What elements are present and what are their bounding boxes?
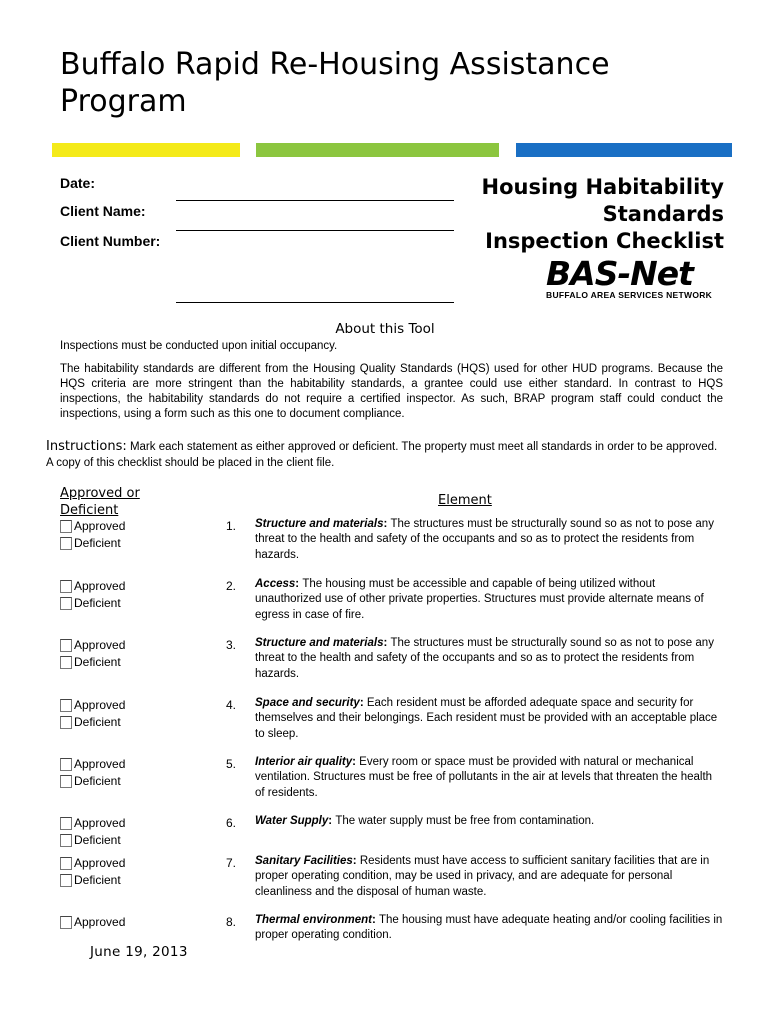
deficient-option[interactable] xyxy=(60,832,125,849)
date-label: Date: xyxy=(60,175,96,191)
deficient-option[interactable] xyxy=(60,872,125,889)
approved-label: Approved xyxy=(74,816,126,830)
item-text: The housing must be accessible and capable of being utilized without unauthorized use of other private properties. Structures must provide alternate means of egress in case of fire. xyxy=(255,578,704,621)
item-title: Structure and materials xyxy=(255,518,384,530)
item-title-colon: : xyxy=(359,697,367,709)
deficient-checkbox[interactable] xyxy=(60,656,72,669)
item-title-colon: : xyxy=(352,756,360,768)
approved-checkbox[interactable] xyxy=(60,916,72,929)
item-title: Water Supply xyxy=(255,815,329,827)
status-options xyxy=(60,637,125,671)
status-column-header xyxy=(60,485,140,519)
blue-accent-bar xyxy=(516,143,732,157)
item-title-colon: : xyxy=(352,855,360,867)
deficient-label: Deficient xyxy=(74,596,121,610)
item-text: Each resident must be afforded adequate space and security for themselves and their belongings. Each resident must be provided with an acceptable place to sleep. xyxy=(255,697,718,740)
status-options xyxy=(60,815,125,849)
instructions-heading: Instructions: xyxy=(46,439,127,454)
approved-checkbox[interactable] xyxy=(60,699,72,712)
item-number: 3. xyxy=(226,638,237,652)
item-text: The housing must have adequate heating and/or cooling facilities in proper operating condition. xyxy=(255,914,723,942)
approved-label: Approved xyxy=(74,579,126,593)
approved-label: Approved xyxy=(74,638,126,652)
footer-date: June 19, 2013 xyxy=(90,944,188,960)
instructions-text: Mark each statement as either approved or deficient. The property must meet all standards in order to be approved. A copy of this checklist should be placed in the client file. xyxy=(46,441,718,469)
approved-option[interactable] xyxy=(60,756,125,773)
approved-label: Approved xyxy=(74,519,126,533)
deficient-checkbox[interactable] xyxy=(60,775,72,788)
deficient-checkbox[interactable] xyxy=(60,716,72,729)
about-paragraph: The habitability standards are different from the Housing Quality Standards (HQS) used for other HUD programs. Because the HQS criteria are more stringent than the habitability standards, a grantee could use either standard. In contrast to HQS inspections, the habitability standards do not require a certified inspector. As such, BRAP program staff could conduct the inspections, using a form such as this one to document compliance. xyxy=(60,363,723,420)
logo-wordmark: BAS-Net xyxy=(546,254,693,293)
approved-checkbox[interactable] xyxy=(60,639,72,652)
deficient-option[interactable] xyxy=(60,714,125,731)
approved-option[interactable] xyxy=(60,914,125,931)
item-number: 8. xyxy=(226,915,237,929)
deficient-checkbox[interactable] xyxy=(60,874,72,887)
item-number: 1. xyxy=(226,519,237,533)
deficient-label: Deficient xyxy=(74,833,121,847)
deficient-checkbox[interactable] xyxy=(60,597,72,610)
item-element xyxy=(255,854,723,900)
client-name-label: Client Name: xyxy=(60,203,146,219)
item-number: 6. xyxy=(226,816,237,830)
item-element xyxy=(255,814,723,829)
approved-checkbox[interactable] xyxy=(60,580,72,593)
document-title-line: Inspection Checklist xyxy=(485,229,724,253)
approved-option[interactable] xyxy=(60,518,125,535)
status-options xyxy=(60,855,125,889)
status-options xyxy=(60,518,125,552)
document-title-line: Housing Habitability xyxy=(481,175,724,199)
deficient-label: Deficient xyxy=(74,715,121,729)
approved-label: Approved xyxy=(74,698,126,712)
item-element xyxy=(255,696,723,742)
item-title-colon: : xyxy=(383,518,391,530)
yellow-accent-bar xyxy=(52,143,240,157)
green-accent-bar xyxy=(256,143,499,157)
document-title-line: Standards xyxy=(602,202,724,226)
approved-option[interactable] xyxy=(60,637,125,654)
deficient-label: Deficient xyxy=(74,774,121,788)
item-title: Space and security xyxy=(255,697,360,709)
deficient-option[interactable] xyxy=(60,654,125,671)
item-title: Interior air quality xyxy=(255,756,353,768)
item-element xyxy=(255,577,723,623)
date-field[interactable] xyxy=(176,200,454,201)
status-options xyxy=(60,697,125,731)
deficient-checkbox[interactable] xyxy=(60,834,72,847)
approved-option[interactable] xyxy=(60,855,125,872)
item-text: Every room or space must be provided with natural or mechanical ventilation. Structures must be free of pollutants in the air at levels that threaten the health of residents. xyxy=(255,756,713,799)
deficient-label: Deficient xyxy=(74,655,121,669)
deficient-option[interactable] xyxy=(60,773,125,790)
approved-checkbox[interactable] xyxy=(60,857,72,870)
client-name-field[interactable] xyxy=(176,230,454,231)
status-options xyxy=(60,914,125,931)
logo-tagline: BUFFALO AREA SERVICES NETWORK xyxy=(546,290,713,300)
item-element xyxy=(255,517,723,563)
approved-checkbox[interactable] xyxy=(60,817,72,830)
deficient-checkbox[interactable] xyxy=(60,537,72,550)
approved-label: Approved xyxy=(74,757,126,771)
status-header-line: Deficient xyxy=(60,503,119,518)
item-text: The water supply must be free from contamination. xyxy=(335,815,595,827)
item-number: 2. xyxy=(226,579,237,593)
approved-option[interactable] xyxy=(60,697,125,714)
item-text: The structures must be structurally sound so as not to pose any threat to the health and safety of the occupants and so as to protect the residents from hazards. xyxy=(255,637,714,680)
approved-checkbox[interactable] xyxy=(60,758,72,771)
item-text: Residents must have access to sufficient sanitary facilities that are in proper operating condition, may be used in privacy, and are adequate for personal cleanliness and the disposal of human waste. xyxy=(255,855,710,898)
bas-net-logo xyxy=(546,254,722,300)
status-options xyxy=(60,578,125,612)
item-title-colon: : xyxy=(383,637,391,649)
item-text: The structures must be structurally sound so as not to pose any threat to the health and safety of the occupants and so as to protect the residents from hazards. xyxy=(255,518,714,561)
approved-label: Approved xyxy=(74,856,126,870)
status-options xyxy=(60,756,125,790)
item-number: 7. xyxy=(226,856,237,870)
approved-checkbox[interactable] xyxy=(60,520,72,533)
page-title: Buffalo Rapid Re-Housing Assistance Program xyxy=(60,47,610,119)
item-title: Access xyxy=(255,578,296,590)
item-element xyxy=(255,636,723,682)
item-title-colon: : xyxy=(295,578,303,590)
item-title-colon: : xyxy=(371,914,379,926)
approved-option[interactable] xyxy=(60,578,125,595)
deficient-label: Deficient xyxy=(74,536,121,550)
deficient-option[interactable] xyxy=(60,595,125,612)
approved-option[interactable] xyxy=(60,815,125,832)
deficient-option[interactable] xyxy=(60,535,125,552)
approved-label: Approved xyxy=(74,915,126,929)
deficient-label: Deficient xyxy=(74,873,121,887)
item-element xyxy=(255,913,723,944)
item-title: Structure and materials xyxy=(255,637,384,649)
item-title: Thermal environment xyxy=(255,914,372,926)
about-paragraph: Inspections must be conducted upon initial occupancy. xyxy=(60,340,338,352)
element-column-header: Element xyxy=(438,493,492,508)
about-heading: About this Tool xyxy=(335,321,435,337)
client-number-field[interactable] xyxy=(176,302,454,303)
status-header-line: Approved or xyxy=(60,486,140,501)
item-number: 5. xyxy=(226,757,237,771)
instructions xyxy=(46,439,726,471)
document-title xyxy=(482,174,724,255)
item-title: Sanitary Facilities xyxy=(255,855,353,867)
item-number: 4. xyxy=(226,698,237,712)
client-number-label: Client Number: xyxy=(60,233,161,249)
item-title-colon: : xyxy=(328,815,336,827)
item-element xyxy=(255,755,723,801)
